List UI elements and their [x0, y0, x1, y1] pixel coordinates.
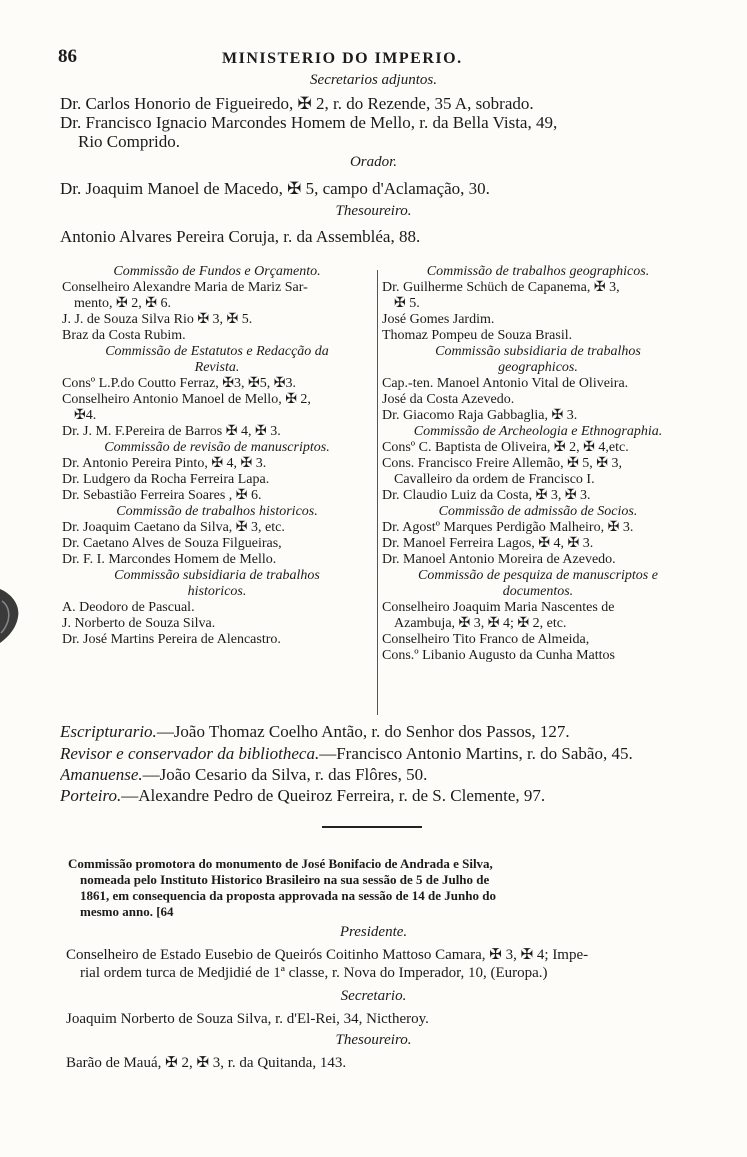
presidente-line-2: rial ordem turca de Medjidié de 1ª classe, r. Nova do Imperador, 10, (Europa.)	[80, 965, 548, 981]
monument-thesoureiro-line: Barão de Mauá, ✠ 2, ✠ 3, r. da Quitanda, 143.	[66, 1055, 347, 1071]
staff-text: —João Thomaz Coelho Antão, r. do Senhor dos Passos, 127.	[156, 722, 570, 741]
left-commission-heading: historicos.	[187, 584, 247, 599]
right-commissions-column	[382, 264, 694, 664]
secretarios-heading: Secretarios adjuntos.	[310, 72, 437, 88]
left-commission-entry: Dr. Caetano Alves de Souza Filgueiras,	[62, 536, 282, 551]
thesoureiro-heading: Thesoureiro.	[335, 203, 412, 219]
column-divider	[377, 270, 378, 715]
secretario-heading: Secretario.	[340, 988, 407, 1004]
staff-amanuense	[60, 765, 690, 784]
left-commission-heading: Commissão de trabalhos historicos.	[116, 504, 318, 519]
page-number: 86	[58, 46, 77, 67]
staff-text: —João Cesario da Silva, r. das Flôres, 50.	[142, 765, 428, 784]
monument-intro	[68, 856, 698, 920]
right-commission-entry: Cavalleiro da ordem de Francisco I.	[394, 472, 595, 487]
right-commission-entry: José Gomes Jardim.	[382, 312, 495, 327]
left-commission-entry: Braz da Costa Rubim.	[62, 328, 186, 343]
right-commission-entry: Thomaz Pompeu de Souza Brasil.	[382, 328, 573, 343]
thesoureiro-line: Antonio Alvares Pereira Coruja, r. da Assembléa, 88.	[60, 227, 421, 246]
monument-thesoureiro-heading: Thesoureiro.	[335, 1032, 412, 1048]
monument-intro-line: 1861, em consequencia da proposta approvada na sessão de 14 de Junho do	[80, 888, 496, 903]
right-commission-entry: Cons.º Libanio Augusto da Cunha Mattos	[382, 648, 616, 663]
staff-revisor	[60, 744, 690, 763]
left-commission-entry: Dr. José Martins Pereira de Alencastro.	[62, 632, 281, 647]
staff-role: Revisor e conservador da bibliotheca.	[60, 744, 320, 763]
left-commission-entry: Dr. F. I. Marcondes Homem de Mello.	[62, 552, 277, 567]
staff-escripturario	[60, 722, 690, 741]
right-commission-entry: Dr. Guilherme Schüch de Capanema, ✠ 3,	[382, 280, 620, 295]
left-commission-entry: Dr. Joaquim Caetano da Silva, ✠ 3, etc.	[62, 520, 285, 535]
right-commission-heading: Commissão subsidiaria de trabalhos	[435, 344, 641, 359]
left-commissions-column	[62, 264, 372, 648]
presidente-heading: Presidente.	[339, 924, 408, 940]
right-commission-entry: Conselheiro Tito Franco de Almeida,	[382, 632, 590, 647]
staff-porteiro	[60, 786, 690, 805]
left-commission-heading: Commissão de Estatutos e Redacção da	[105, 344, 329, 359]
right-commission-heading: Commissão de trabalhos geographicos.	[426, 264, 650, 279]
secretario-line-2: Dr. Francisco Ignacio Marcondes Homem de Mello, r. da Bella Vista, 49,	[60, 113, 558, 132]
monument-intro-line: nomeada pelo Instituto Historico Brasileiro na sua sessão de 5 de Julho de	[80, 872, 490, 887]
right-commission-entry: Cap.-ten. Manoel Antonio Vital de Oliveira.	[382, 376, 629, 391]
monument-intro-line: Commissão promotora do monumento de José Bonifacio de Andrada e Silva,	[68, 856, 493, 871]
right-commission-entry: Conselheiro Joaquim Maria Nascentes de	[382, 600, 615, 615]
orador-line: Dr. Joaquim Manoel de Macedo, ✠ 5, campo d'Aclamação, 30.	[60, 179, 490, 198]
staff-role: Porteiro.	[60, 786, 122, 805]
secretario-line-3: Rio Comprido.	[78, 132, 181, 151]
orador-heading: Orador.	[349, 154, 398, 170]
left-commission-entry: ✠4.	[74, 408, 97, 423]
secretario-line: Joaquim Norberto de Souza Silva, r. d'El-Rei, 34, Nictheroy.	[66, 1011, 429, 1027]
left-commission-entry: Dr. Ludgero da Rocha Ferreira Lapa.	[62, 472, 270, 487]
right-commission-entry: Cons. Francisco Freire Allemão, ✠ 5, ✠ 3,	[382, 456, 623, 471]
right-commission-entry: Dr. Manoel Antonio Moreira de Azevedo.	[382, 552, 616, 567]
left-commission-heading: Commissão de revisão de manuscriptos.	[104, 440, 330, 455]
staff-role: Escripturario.	[60, 722, 157, 741]
left-commission-entry: J. J. de Souza Silva Rio ✠ 3, ✠ 5.	[62, 312, 253, 327]
left-commission-heading: Commissão de Fundos e Orçamento.	[113, 264, 321, 279]
section-rule	[322, 826, 422, 828]
right-commission-entry: Dr. Manoel Ferreira Lagos, ✠ 4, ✠ 3.	[382, 536, 594, 551]
right-commission-entry: Dr. Giacomo Raja Gabbaglia, ✠ 3.	[382, 408, 578, 423]
right-commission-entry: Consº C. Baptista de Oliveira, ✠ 2, ✠ 4,etc.	[382, 440, 629, 455]
monument-intro-line: mesmo anno. [64	[80, 904, 174, 919]
staff-text: —Alexandre Pedro de Queiroz Ferreira, r. de S. Clemente, 97.	[121, 786, 546, 805]
right-commission-heading: geographicos.	[498, 360, 578, 375]
left-commission-entry: Dr. Sebastião Ferreira Soares , ✠ 6.	[62, 488, 262, 503]
right-commission-heading: Commissão de Archeologia e Ethnographia.	[413, 424, 663, 439]
left-commission-entry: mento, ✠ 2, ✠ 6.	[74, 296, 171, 311]
right-commission-entry: José da Costa Azevedo.	[382, 392, 515, 407]
running-title: MINISTERIO DO IMPERIO.	[222, 50, 463, 67]
right-commission-entry: ✠ 5.	[394, 296, 420, 311]
page-edge-ornament-icon	[0, 585, 22, 645]
presidente-line-1: Conselheiro de Estado Eusebio de Queirós Coitinho Mattoso Camara, ✠ 3, ✠ 4; Impe-	[66, 947, 589, 963]
secretario-line-1: Dr. Carlos Honorio de Figueiredo, ✠ 2, r. do Rezende, 35 A, sobrado.	[60, 94, 534, 113]
left-commission-heading: Commissão subsidiaria de trabalhos	[114, 568, 320, 583]
right-commission-heading: Commissão de pesquiza de manuscriptos e	[418, 568, 658, 583]
right-commission-entry: Azambuja, ✠ 3, ✠ 4; ✠ 2, etc.	[394, 616, 567, 631]
right-commission-heading: Commissão de admissão de Socios.	[438, 504, 638, 519]
left-commission-entry: Conselheiro Antonio Manoel de Mello, ✠ 2,	[62, 392, 311, 407]
left-commission-entry: J. Norberto de Souza Silva.	[62, 616, 216, 631]
left-commission-entry: Dr. Antonio Pereira Pinto, ✠ 4, ✠ 3.	[62, 456, 267, 471]
left-commission-entry: Conselheiro Alexandre Maria de Mariz Sar-	[62, 280, 308, 295]
left-commission-heading: Revista.	[194, 360, 240, 375]
left-commission-entry: Consº L.P.do Coutto Ferraz, ✠3, ✠5, ✠3.	[62, 376, 296, 391]
staff-role: Amanuense.	[60, 765, 143, 784]
left-commission-entry: A. Deodoro de Pascual.	[62, 600, 195, 615]
right-commission-entry: Dr. Claudio Luiz da Costa, ✠ 3, ✠ 3.	[382, 488, 591, 503]
staff-text: —Francisco Antonio Martins, r. do Sabão, 45.	[319, 744, 633, 763]
right-commission-heading: documentos.	[502, 584, 574, 599]
left-commission-entry: Dr. J. M. F.Pereira de Barros ✠ 4, ✠ 3.	[62, 424, 281, 439]
right-commission-entry: Dr. Agostº Marques Perdigão Malheiro, ✠ 3.	[382, 520, 634, 535]
